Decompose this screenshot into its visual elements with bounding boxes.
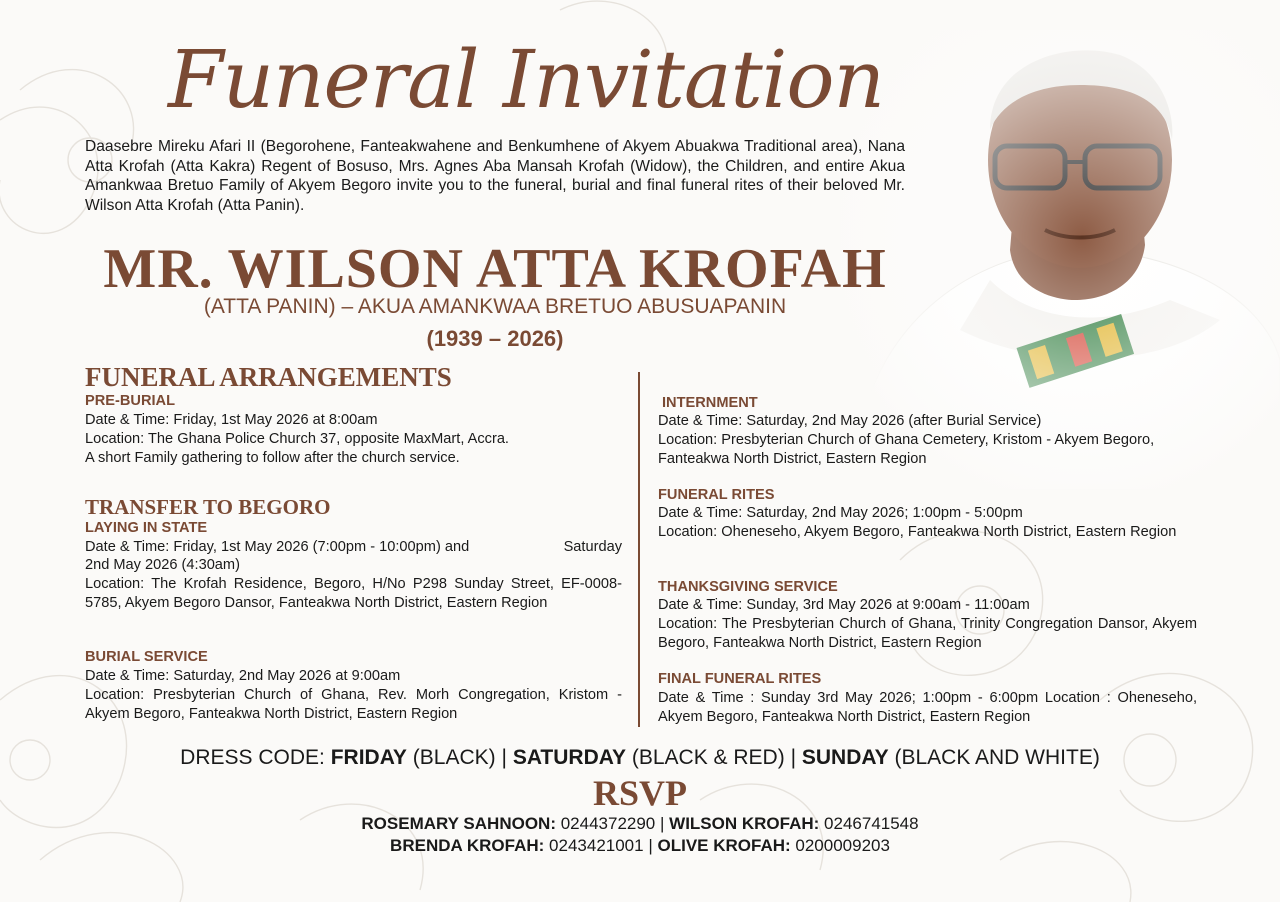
laying-in-state-location: Location: The Krofah Residence, Begoro, H/No P298 Sunday Street, EF-0008-5785, Akyem Begoro Dansor, Fanteakwa North District, Eastern Region bbox=[85, 576, 622, 611]
burial-service-date: Date & Time: Saturday, 2nd May 2026 at 9:00am bbox=[85, 668, 401, 684]
laying-in-state-date: Date & Time: Friday, 1st May 2026 (7:00pm - 10:00pm) and bbox=[85, 539, 470, 555]
burial-service-location: Location: Presbyterian Church of Ghana, Rev. Morh Congregation, Kristom - Akyem Begoro, Fanteakwa North District, Eastern Region bbox=[85, 687, 622, 722]
contact-phone: 0246741548 bbox=[824, 814, 919, 833]
dress-saturday: SATURDAY bbox=[512, 746, 626, 769]
dress-sunday: SUNDAY bbox=[801, 746, 889, 769]
dress-code-label: DRESS CODE: bbox=[180, 746, 325, 769]
deceased-years: (1939 – 2026) bbox=[426, 326, 564, 351]
dress-friday-color: (BLACK) bbox=[412, 746, 496, 769]
internment-location: Location: Presbyterian Church of Ghana Cemetery, Kristom - Akyem Begoro, Fanteakwa North District, Eastern Region bbox=[658, 432, 1155, 467]
internment-date: Date & Time: Saturday, 2nd May 2026 (after Burial Service) bbox=[658, 413, 1042, 429]
dress-sunday-color: (BLACK AND WHITE) bbox=[894, 746, 1100, 769]
contact-name: ROSEMARY SAHNOON: bbox=[361, 814, 556, 833]
thanksgiving-title: THANKSGIVING SERVICE bbox=[658, 579, 838, 595]
pre-burial-date: Date & Time: Friday, 1st May 2026 at 8:00am bbox=[85, 412, 378, 428]
thanksgiving-date: Date & Time: Sunday, 3rd May 2026 at 9:00am - 11:00am bbox=[658, 597, 1030, 613]
final-rites-details: Date & Time : Sunday 3rd May 2026; 1:00pm - 6:00pm Location : Oheneseho, Akyem Begoro, Fanteakwa North District, Eastern Region bbox=[658, 690, 1197, 725]
dress-friday: FRIDAY bbox=[330, 746, 407, 769]
pre-burial-title: PRE-BURIAL bbox=[85, 393, 175, 409]
invitation-intro: Daasebre Mireku Afari II (Begorohene, Fanteakwahene and Benkumhene of Akyem Abuakwa Traditional area), Nana Atta Krofah (Atta Kakra) Regent of Bosuso, Mrs. Agnes Aba Mansah Krofah (Widow), the Children, and entire Akua Amankwaa Bretuo Family of Akyem Begoro invite you to the funeral, burial and final funeral rites of their beloved Mr. Wilson Atta Krofah (Atta Panin). bbox=[85, 138, 905, 215]
contact-phone: 0243421001 bbox=[549, 836, 644, 855]
separator: | bbox=[660, 814, 665, 833]
funeral-rites-title: FUNERAL RITES bbox=[658, 487, 775, 503]
separator: | bbox=[790, 746, 797, 769]
contact-phone: 0200009203 bbox=[795, 836, 890, 855]
deceased-subtitle: (ATTA PANIN) – AKUA AMANKWAA BRETUO ABUSUAPANIN bbox=[203, 295, 787, 318]
contact-name: WILSON KROFAH: bbox=[669, 814, 820, 833]
deceased-name: MR. WILSON ATTA KROFAH bbox=[103, 238, 887, 300]
column-divider bbox=[638, 372, 640, 727]
invitation-title: Funeral Invitation bbox=[168, 33, 885, 126]
separator: | bbox=[648, 836, 653, 855]
rsvp-heading: RSVP bbox=[592, 773, 687, 813]
separator: | bbox=[501, 746, 507, 769]
pre-burial-location: Location: The Ghana Police Church 37, opposite MaxMart, Accra. bbox=[85, 431, 509, 447]
laying-in-state-date-cont: 2nd May 2026 (4:30am) bbox=[85, 557, 240, 573]
arrangements-heading: FUNERAL ARRANGEMENTS bbox=[85, 362, 452, 392]
funeral-rites-date: Date & Time: Saturday, 2nd May 2026; 1:00pm - 5:00pm bbox=[658, 505, 1023, 521]
burial-service-title: BURIAL SERVICE bbox=[85, 649, 208, 665]
funeral-rites-location: Location: Oheneseho, Akyem Begoro, Fanteakwa North District, Eastern Region bbox=[658, 524, 1177, 540]
pre-burial-note: A short Family gathering to follow after the church service. bbox=[85, 450, 460, 466]
laying-in-state-title: LAYING IN STATE bbox=[85, 520, 208, 536]
contact-phone: 0244372290 bbox=[560, 814, 656, 833]
rsvp-contacts-line1 bbox=[0, 813, 1280, 835]
contact-name: BRENDA KROFAH: bbox=[390, 836, 545, 855]
dress-code bbox=[0, 744, 1280, 772]
contact-name: OLIVE KROFAH: bbox=[657, 836, 791, 855]
dress-saturday-color: (BLACK & RED) bbox=[631, 746, 785, 769]
transfer-heading: TRANSFER TO BEGORO bbox=[85, 495, 331, 519]
rsvp-contacts-line2 bbox=[0, 835, 1280, 857]
laying-in-state-date-day: Saturday bbox=[563, 539, 622, 555]
internment-title: INTERNMENT bbox=[662, 395, 758, 411]
thanksgiving-location: Location: The Presbyterian Church of Ghana, Trinity Congregation Dansor, Akyem Begoro, Fanteakwa North District, Eastern Region bbox=[658, 616, 1197, 651]
final-rites-title: FINAL FUNERAL RITES bbox=[658, 671, 822, 687]
